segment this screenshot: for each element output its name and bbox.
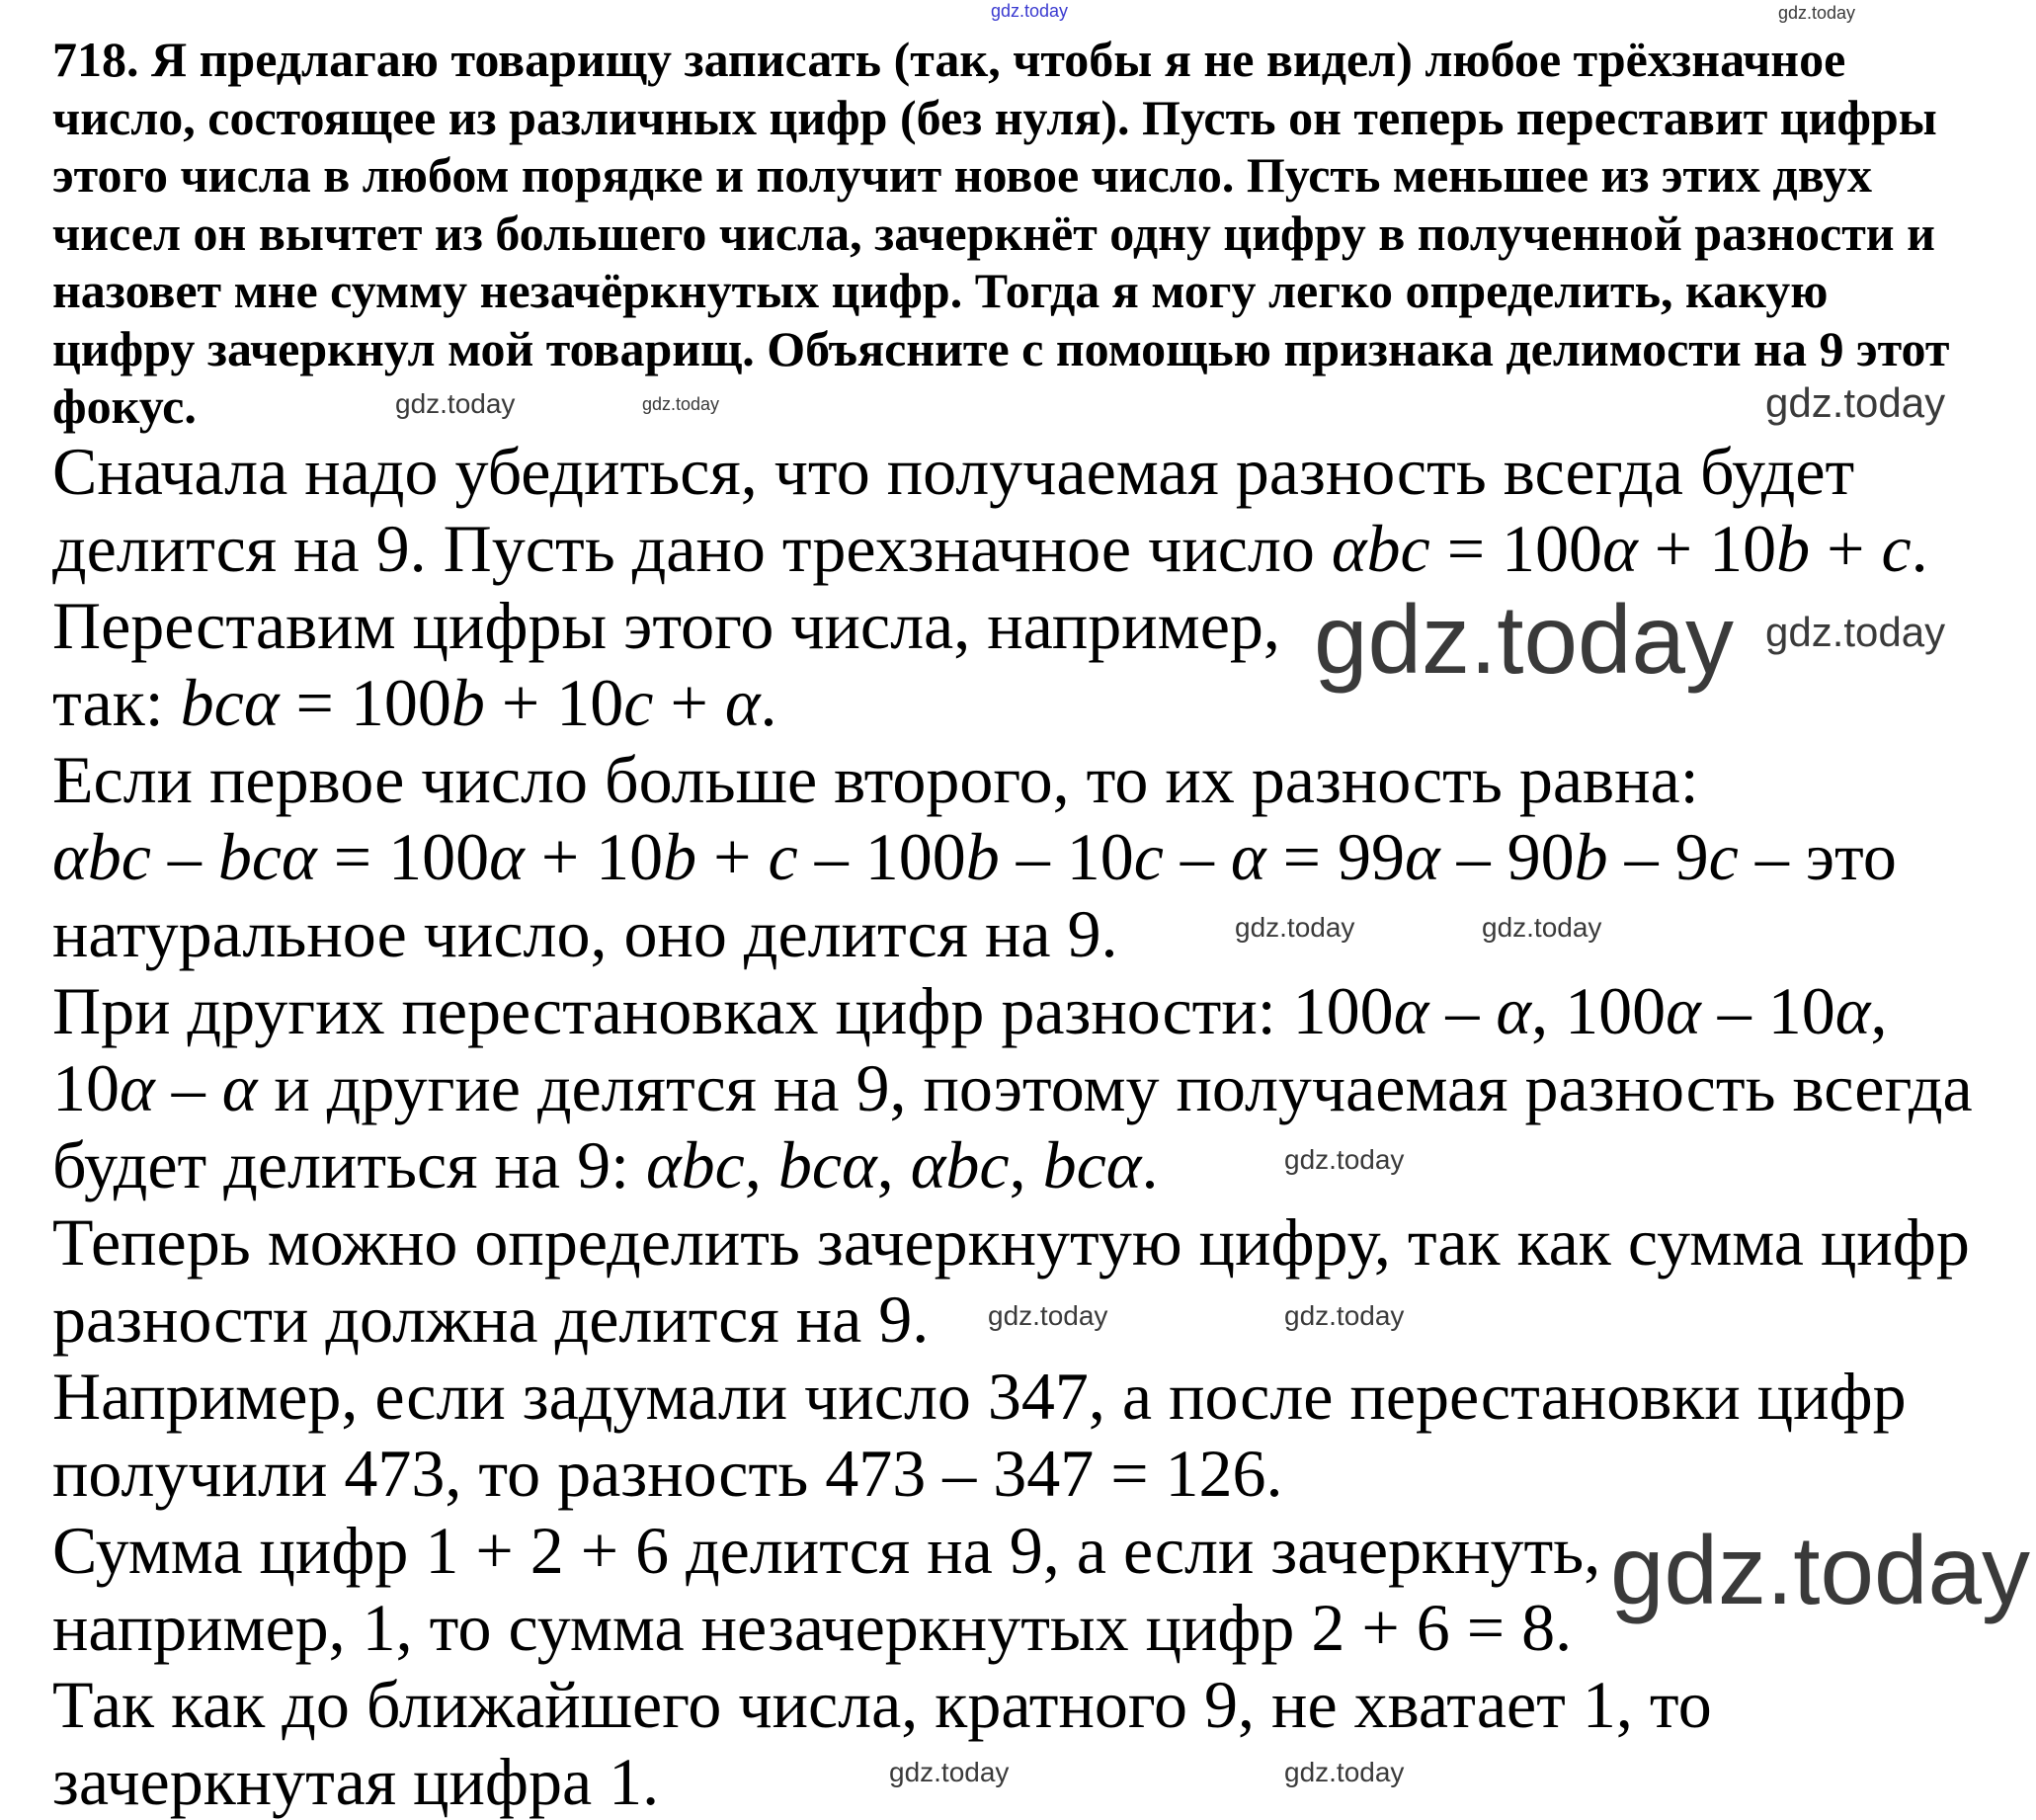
text-segment: разности должна делится на 9. xyxy=(52,1282,930,1357)
solution-line xyxy=(52,1281,929,1358)
watermark: gdz.today xyxy=(1284,1757,1405,1787)
watermark: gdz.today xyxy=(1235,912,1355,943)
watermark: gdz.today xyxy=(1482,912,1602,943)
solution-line xyxy=(52,1589,1572,1666)
text-segment: Переставим цифры этого числа, например, xyxy=(52,588,1280,663)
text-segment: будет делиться на 9: xyxy=(52,1127,646,1202)
problem-line: назовет мне сумму незачёркнутых цифр. Тогда я могу легко определить, какую xyxy=(52,263,1829,318)
watermark: gdz.today xyxy=(1765,609,1946,655)
math-variable: c xyxy=(1133,819,1164,894)
watermark: gdz.today xyxy=(1610,1516,2030,1624)
math-variable: bcα xyxy=(180,665,280,740)
text-segment: При других перестановках цифр разности: 100 xyxy=(52,973,1394,1048)
text-segment: Сначала надо убедиться, что получаемая разность всегда будет xyxy=(52,434,1855,509)
text-segment: – 10 xyxy=(1700,973,1835,1048)
watermark: gdz.today xyxy=(889,1757,1010,1787)
text-segment: = 100 xyxy=(279,665,451,740)
math-variable: αbc xyxy=(910,1127,1010,1202)
text-segment: зачеркнутая цифра 1. xyxy=(52,1744,660,1819)
text-segment: делится на 9. Пусть дано трехзначное число xyxy=(52,511,1332,586)
math-variable: bcα xyxy=(1042,1127,1142,1202)
math-variable: α xyxy=(724,665,761,740)
math-variable: b xyxy=(663,819,697,894)
math-variable: α xyxy=(1602,511,1638,586)
math-variable: αbc xyxy=(52,819,151,894)
watermark: gdz.today xyxy=(1778,3,1856,23)
math-variable: α xyxy=(1393,973,1429,1048)
math-variable: αbc xyxy=(645,1127,745,1202)
watermark: gdz.today xyxy=(1284,1144,1405,1175)
problem-line: фокус. xyxy=(52,378,197,434)
text-segment: – это xyxy=(1738,819,1897,894)
text-segment: Например, если задумали число 347, а после перестановки цифр xyxy=(52,1359,1907,1434)
watermark: gdz.today xyxy=(642,394,720,414)
text-segment: – 90 xyxy=(1439,819,1575,894)
text-segment: и другие делятся на 9, поэтому получаемая разность всегда xyxy=(257,1050,1973,1125)
solution-line xyxy=(52,1512,1600,1589)
math-variable: α xyxy=(120,1050,155,1125)
watermark: gdz.today xyxy=(395,388,516,419)
text-segment: – xyxy=(154,1050,222,1125)
math-variable: bcα xyxy=(217,819,317,894)
solution-line xyxy=(52,1358,1907,1435)
math-variable: α xyxy=(1496,973,1532,1048)
solution-line xyxy=(52,433,1854,510)
text-segment: = 100 xyxy=(316,819,490,894)
math-variable: α xyxy=(1666,973,1701,1048)
solution-line xyxy=(52,1743,659,1820)
problem-line: цифру зачеркнул мой товарищ. Объясните с помощью признака делимости на 9 этот xyxy=(52,320,1950,376)
solution-line xyxy=(52,1203,1970,1281)
text-segment: натуральное число, оно делится на 9. xyxy=(52,896,1118,971)
solution-line xyxy=(52,1435,1283,1512)
problem-line: этого числа в любом порядке и получит новое число. Пусть меньшее из этих двух xyxy=(52,147,1872,203)
text-segment: + xyxy=(696,819,769,894)
text-segment: – 9 xyxy=(1607,819,1709,894)
solution-line xyxy=(52,1666,1712,1743)
solution-line xyxy=(52,972,1888,1049)
watermark: gdz.today xyxy=(991,1,1069,21)
text-segment: + xyxy=(1810,511,1882,586)
math-variable: b xyxy=(450,665,485,740)
watermark: gdz.today xyxy=(1765,379,1946,426)
text-segment: + 10 xyxy=(524,819,664,894)
math-variable: α xyxy=(1404,819,1440,894)
solution-line xyxy=(52,664,777,741)
text-segment: получили 473, то разность 473 – 347 = 126. xyxy=(52,1436,1283,1511)
math-variable: α xyxy=(1834,973,1871,1048)
problem-line: число, состоящее из различных цифр (без нуля). Пусть он теперь переставит цифры xyxy=(52,89,1937,145)
text-segment: = 99 xyxy=(1265,819,1405,894)
solution-line xyxy=(52,818,1897,895)
text-segment: , 100 xyxy=(1531,973,1667,1048)
text-segment: = 100 xyxy=(1429,511,1603,586)
text-segment: , xyxy=(744,1127,778,1202)
solution-line xyxy=(52,1126,1158,1203)
solution-line xyxy=(52,1049,1973,1126)
text-segment: так: xyxy=(52,665,181,740)
text-segment: + xyxy=(653,665,725,740)
problem-line: 718. Я предлагаю товарищу записать (так, чтобы я не видел) любое трёхзначное xyxy=(52,32,1846,87)
text-segment: Если первое число больше второго, то их разность равна: xyxy=(52,742,1699,817)
text-segment: , xyxy=(1870,973,1888,1048)
text-segment: Теперь можно определить зачеркнутую цифру, так как сумма цифр xyxy=(52,1204,1970,1280)
text-segment: Сумма цифр 1 + 2 + 6 делится на 9, а если зачеркнуть, xyxy=(52,1513,1601,1588)
math-variable: c xyxy=(1881,511,1912,586)
watermark: gdz.today xyxy=(988,1300,1108,1331)
text-segment: . xyxy=(1911,511,1928,586)
text-segment: – xyxy=(1163,819,1231,894)
text-segment: – xyxy=(150,819,218,894)
solution-line xyxy=(52,587,1280,664)
text-segment: + 10 xyxy=(484,665,624,740)
watermark: gdz.today xyxy=(1284,1300,1405,1331)
solution-line xyxy=(52,895,1118,972)
watermark: gdz.today xyxy=(1314,585,1734,694)
problem-statement xyxy=(52,31,1949,436)
text-segment: . xyxy=(760,665,777,740)
math-variable: α xyxy=(221,1050,258,1125)
text-segment: – 10 xyxy=(999,819,1134,894)
math-variable: c xyxy=(623,665,654,740)
solution-line xyxy=(52,741,1699,818)
problem-line: чисел он вычтет из большего числа, зачеркнёт одну цифру в полученной разности и xyxy=(52,205,1935,261)
math-variable: c xyxy=(1708,819,1739,894)
math-variable: α xyxy=(489,819,525,894)
text-segment: , xyxy=(876,1127,911,1202)
math-variable: αbc xyxy=(1331,511,1430,586)
text-segment: – xyxy=(1428,973,1497,1048)
text-segment: – 100 xyxy=(797,819,966,894)
text-segment: Так как до ближайшего числа, кратного 9, не хватает 1, то xyxy=(52,1667,1712,1742)
math-variable: b xyxy=(965,819,1000,894)
math-variable: bcα xyxy=(777,1127,877,1202)
text-segment: + 10 xyxy=(1637,511,1777,586)
text-segment: , xyxy=(1009,1127,1043,1202)
text-segment: . xyxy=(1141,1127,1159,1202)
solution-line xyxy=(52,510,1928,587)
math-variable: c xyxy=(768,819,798,894)
math-variable: b xyxy=(1574,819,1608,894)
math-variable: α xyxy=(1230,819,1266,894)
text-segment: например, 1, то сумма незачеркнутых цифр 2 + 6 = 8. xyxy=(52,1590,1573,1665)
math-variable: b xyxy=(1776,511,1811,586)
text-segment: 10 xyxy=(52,1050,120,1125)
